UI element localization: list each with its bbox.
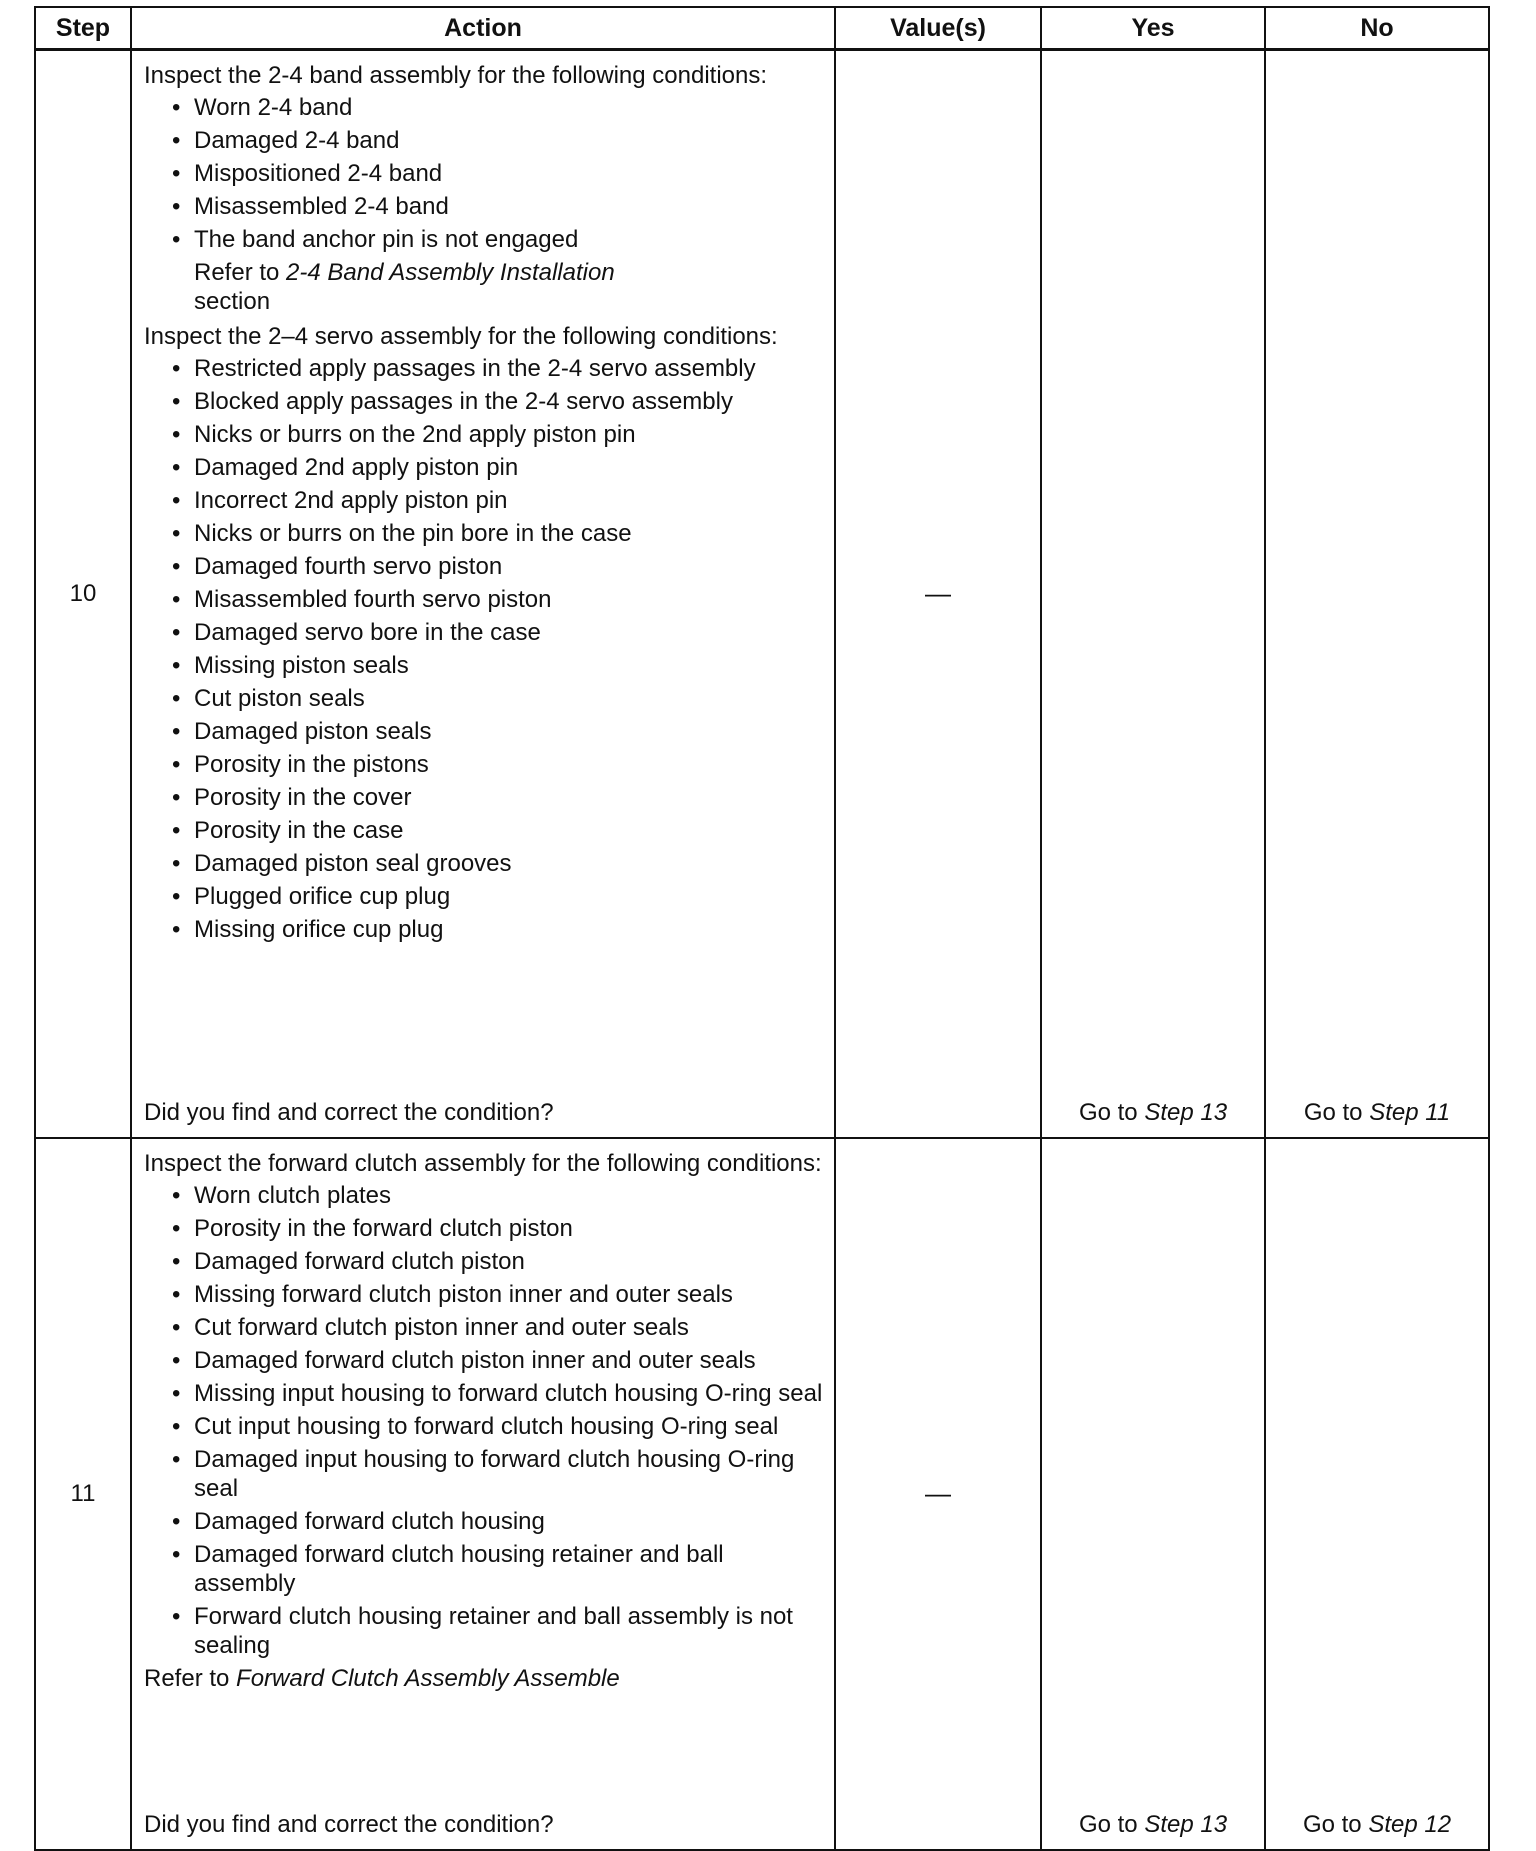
- list-item: • Blocked apply passages in the 2-4 servo assembly: [170, 387, 826, 416]
- list-item: • Mispositioned 2-4 band: [170, 159, 826, 188]
- reference-prefix: Refer to: [144, 1664, 230, 1692]
- reference-prefix: Refer to: [194, 259, 280, 286]
- reference-title: 2-4 Band Assembly Installation: [286, 259, 615, 286]
- reference-suffix: section: [194, 288, 271, 315]
- table-row-step-10: [35, 50, 1489, 1138]
- yes-result: [1041, 1138, 1265, 1850]
- action-cell: [131, 1138, 835, 1850]
- list-item: • Forward clutch housing retainer and ball assembly is not sealing: [170, 1602, 826, 1660]
- band-inspection-intro: Inspect the 2-4 band assembly for the following conditions:: [144, 62, 768, 89]
- step-number: 10: [35, 50, 131, 1138]
- list-item: • Damaged forward clutch piston: [170, 1247, 826, 1276]
- list-item: • Damaged 2-4 band: [170, 126, 826, 155]
- list-item: • Damaged forward clutch housing retainer and ball assembly: [170, 1540, 826, 1598]
- list-item: • Cut forward clutch piston inner and outer seals: [170, 1313, 826, 1342]
- list-item: • Restricted apply passages in the 2-4 servo assembly: [170, 354, 826, 383]
- list-item: • Porosity in the cover: [170, 783, 826, 812]
- header-values: Value(s): [835, 7, 1041, 50]
- list-item: • Worn 2-4 band: [170, 93, 826, 122]
- diagnostic-table: [34, 6, 1490, 1851]
- list-item: • Missing piston seals: [170, 651, 826, 680]
- clutch-inspection-intro: Inspect the forward clutch assembly for the following conditions:: [144, 1149, 822, 1177]
- yes-prefix: Go to: [1078, 1810, 1138, 1838]
- band-reference: [194, 258, 826, 316]
- band-condition-list: [144, 93, 826, 254]
- header-no: No: [1265, 7, 1489, 50]
- yes-step-link: Step 13: [1144, 1810, 1228, 1838]
- no-prefix: Go to: [1302, 1810, 1362, 1838]
- question-text: Did you find and correct the condition?: [144, 1810, 554, 1838]
- list-item: • Damaged input housing to forward clutch housing O-ring seal: [170, 1445, 826, 1503]
- action-cell: [131, 50, 835, 1138]
- list-item: • Porosity in the case: [170, 816, 826, 845]
- list-item: • Missing input housing to forward clutch housing O-ring seal: [170, 1379, 826, 1408]
- list-item: • Cut piston seals: [170, 684, 826, 713]
- list-item: • Nicks or burrs on the pin bore in the case: [170, 519, 826, 548]
- step-number: 11: [35, 1138, 131, 1850]
- yes-result: [1041, 50, 1265, 1138]
- list-item: • Incorrect 2nd apply piston pin: [170, 486, 826, 515]
- no-step-link: Step 11: [1369, 1098, 1451, 1126]
- list-item: • Porosity in the forward clutch piston: [170, 1214, 826, 1243]
- yes-step-link: Step 13: [1144, 1098, 1228, 1126]
- list-item: • Misassembled fourth servo piston: [170, 585, 826, 614]
- header-row: [35, 7, 1489, 50]
- value-cell: —: [835, 50, 1041, 1138]
- no-result: [1265, 50, 1489, 1138]
- list-item: • Plugged orifice cup plug: [170, 882, 826, 911]
- list-item: • Missing forward clutch piston inner and outer seals: [170, 1280, 826, 1309]
- servo-condition-list: [144, 354, 826, 944]
- reference-title: Forward Clutch Assembly Assemble: [236, 1664, 620, 1692]
- header-yes: Yes: [1041, 7, 1265, 50]
- no-prefix: Go to: [1303, 1098, 1363, 1126]
- list-item: • The band anchor pin is not engaged: [170, 225, 826, 254]
- list-item: • Damaged forward clutch housing: [170, 1507, 826, 1536]
- clutch-reference: [144, 1664, 826, 1693]
- question-text: Did you find and correct the condition?: [144, 1098, 554, 1126]
- list-item: • Porosity in the pistons: [170, 750, 826, 779]
- list-item: • Damaged piston seals: [170, 717, 826, 746]
- list-item: • Damaged 2nd apply piston pin: [170, 453, 826, 482]
- list-item: • Damaged piston seal grooves: [170, 849, 826, 878]
- table-row-step-11: [35, 1138, 1489, 1850]
- header-step: Step: [35, 7, 131, 50]
- no-step-link: Step 12: [1368, 1810, 1452, 1838]
- list-item: • Damaged fourth servo piston: [170, 552, 826, 581]
- list-item: • Nicks or burrs on the 2nd apply piston pin: [170, 420, 826, 449]
- clutch-condition-list: [144, 1181, 826, 1660]
- no-result: [1265, 1138, 1489, 1850]
- list-item: • Missing orifice cup plug: [170, 915, 826, 944]
- servo-inspection-intro: Inspect the 2–4 servo assembly for the following conditions:: [144, 323, 778, 350]
- list-item: • Damaged servo bore in the case: [170, 618, 826, 647]
- list-item: • Worn clutch plates: [170, 1181, 826, 1210]
- yes-prefix: Go to: [1078, 1098, 1138, 1126]
- list-item: • Cut input housing to forward clutch housing O-ring seal: [170, 1412, 826, 1441]
- value-cell: —: [835, 1138, 1041, 1850]
- list-item: • Damaged forward clutch piston inner and outer seals: [170, 1346, 826, 1375]
- list-item: • Misassembled 2-4 band: [170, 192, 826, 221]
- header-action: Action: [131, 7, 835, 50]
